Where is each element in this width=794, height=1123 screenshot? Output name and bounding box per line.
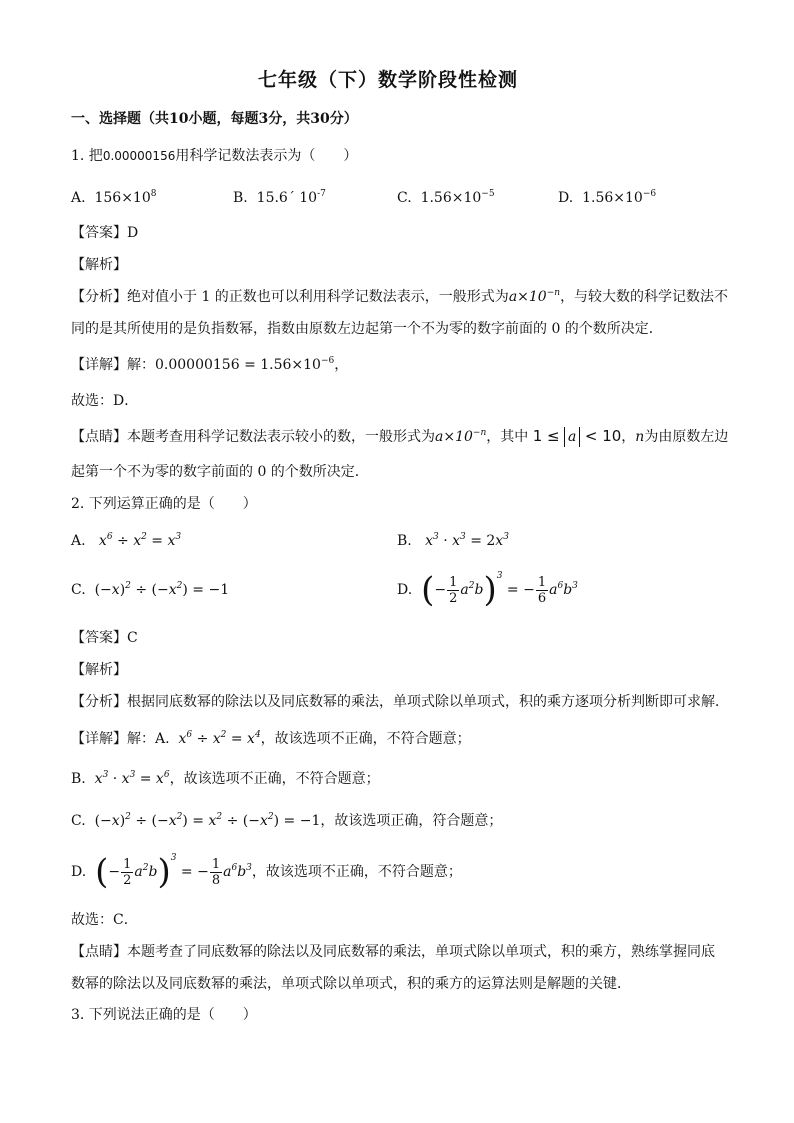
exponent: −6 bbox=[642, 189, 657, 199]
q2-xiangjie-a: 【详解】解：A. $x^6 \div x^2 = x^4$，故该选项不正确，不符合题意； bbox=[71, 730, 471, 747]
exponent: −6 bbox=[320, 356, 335, 366]
formula: 0.00000156 = 1.56×10 bbox=[155, 357, 321, 373]
q1-dianjing-line-2: 起第一个不为零的数字前面的 0 的个数所决定． bbox=[71, 464, 369, 480]
option-label: A. bbox=[71, 533, 86, 549]
text: ，与较大数的科学记数法不 bbox=[560, 289, 729, 305]
q2-guxuan: 故选：C． bbox=[71, 912, 138, 928]
q1-analysis-heading: 【解析】 bbox=[71, 257, 127, 273]
question-3-stem: 3. 下列说法正确的是（ ） bbox=[71, 1007, 257, 1023]
formula: a×10 bbox=[435, 429, 473, 445]
text: ，故该选项不正确，不符合题意； bbox=[251, 864, 462, 880]
text: ， bbox=[621, 429, 636, 445]
q2-option-a: A. $x^6 \div x^2 = x^3$ bbox=[71, 532, 182, 549]
exponent: −5 bbox=[481, 189, 495, 199]
exponent: −n bbox=[472, 428, 487, 438]
option-label: B. bbox=[71, 771, 86, 787]
option-label: B. bbox=[397, 533, 412, 549]
inequality-right: < 10 bbox=[584, 427, 622, 445]
option-label: C. bbox=[71, 813, 86, 829]
page-title: 七年级（下）数学阶段性检测 bbox=[258, 69, 519, 91]
q2-xiangjie-d: D. (− $\frac{1}{2}$ $a^2b)^3$ = − $\frac{1}{8}$ $a^6b^3$，故该选项不正确，不符合题意； bbox=[71, 852, 462, 892]
option-label: C. bbox=[71, 582, 86, 598]
text: ， bbox=[334, 357, 349, 373]
text: 【详解】解：A. bbox=[71, 731, 170, 747]
exponent: −n bbox=[546, 288, 561, 298]
q1-dianjing-line-1 bbox=[71, 427, 728, 447]
q2-answer: 【答案】C bbox=[71, 630, 138, 646]
text: ，故该选项正确，符合题意； bbox=[320, 813, 503, 829]
option-label: D. bbox=[558, 190, 574, 206]
q1-prefix: 1. 把 bbox=[71, 148, 103, 164]
option-value: 1.56×10 bbox=[420, 190, 482, 206]
q2-dianjing-line-1: 【点睛】本题考查了同底数幂的除法以及同底数幂的乘法，单项式除以单项式，积的乘方，熟练掌握同底 bbox=[71, 944, 715, 960]
question-2-stem: 2. 下列运算正确的是（ ） bbox=[71, 496, 257, 512]
q1-option-c bbox=[397, 189, 495, 207]
option-label: D. bbox=[71, 864, 87, 880]
text: ，故该选项不正确，不符合题意； bbox=[260, 731, 471, 747]
q2-xiangjie-b: B. $x^3 \cdot x^3 = x^6$，故该选项不正确，不符合题意； bbox=[71, 770, 380, 787]
option-label: C. bbox=[397, 190, 412, 206]
inequality-left: 1 ≤ bbox=[532, 427, 560, 445]
option-label: A. bbox=[71, 190, 86, 206]
q2-dianjing-line-2: 数幂的除法以及同底数幂的乘法，单项式除以单项式，积的乘方的运算法则是解题的关键． bbox=[71, 976, 631, 992]
text: 为由原数左边 bbox=[644, 429, 729, 445]
exponent: -7 bbox=[317, 189, 326, 199]
question-1-stem bbox=[71, 147, 357, 165]
variable: n bbox=[635, 429, 645, 445]
option-label: B. bbox=[233, 190, 248, 206]
section-heading: 一、选择题（共10小题，每题3分，共30分） bbox=[71, 111, 358, 127]
q1-suffix: 用科学记数法表示为（ ） bbox=[175, 148, 358, 164]
text: 【详解】解： bbox=[71, 357, 155, 373]
option-value: 156×10 bbox=[94, 190, 151, 206]
formula: a×10 bbox=[508, 289, 547, 305]
q1-option-d bbox=[558, 189, 656, 207]
q2-analysis-heading: 【解析】 bbox=[71, 662, 127, 678]
exponent: 8 bbox=[150, 189, 157, 199]
option-value: 1.56×10 bbox=[582, 190, 643, 206]
absolute-value: a bbox=[564, 427, 580, 447]
q2-fenxi: 【分析】根据同底数幂的除法以及同底数幂的乘法，单项式除以单项式，积的乘方逐项分析判断即可求解． bbox=[71, 694, 729, 710]
q1-xiangjie bbox=[71, 356, 348, 374]
option-label: D. bbox=[397, 582, 413, 598]
q2-xiangjie-c: C. $(-x)^2 \div (-x^2) = x^2 \div (-x^2) = -1$，故该选项正确，符合题意； bbox=[71, 812, 503, 829]
q2-option-d: D. (− $\frac{1}{2}$ $a^2b)^3$ = − $\frac{1}{6}$ $a^6b^3$ bbox=[397, 570, 578, 610]
q1-answer: 【答案】D bbox=[71, 225, 139, 241]
q1-guxuan: 故选：D． bbox=[71, 393, 139, 409]
text: 【点睛】本题考查用科学记数法表示较小的数，一般形式为 bbox=[71, 429, 435, 445]
q2-option-c: C. $(-x)^2 \div (-x^2) = -1$ bbox=[71, 581, 230, 598]
text: 【分析】绝对值小于 1 的正数也可以利用科学记数法表示，一般形式为 bbox=[71, 289, 509, 305]
q1-fenxi-line-1 bbox=[71, 288, 728, 306]
text: ，故该选项不正确，不符合题意； bbox=[169, 771, 380, 787]
q1-option-a bbox=[71, 189, 156, 207]
q2-option-b: B. $x^3 \cdot x^3 = 2x^3$ bbox=[397, 532, 509, 549]
text: ，其中 bbox=[486, 429, 529, 445]
q1-fenxi-line-2: 同的是其所使用的是负指数幂，指数由原数左边起第一个不为零的数字前面的 0 的个数所决定． bbox=[71, 321, 663, 337]
q1-option-b bbox=[233, 189, 326, 207]
option-value: 15.6´ 10 bbox=[256, 190, 318, 206]
q1-number: 0.00000156 bbox=[102, 149, 176, 163]
